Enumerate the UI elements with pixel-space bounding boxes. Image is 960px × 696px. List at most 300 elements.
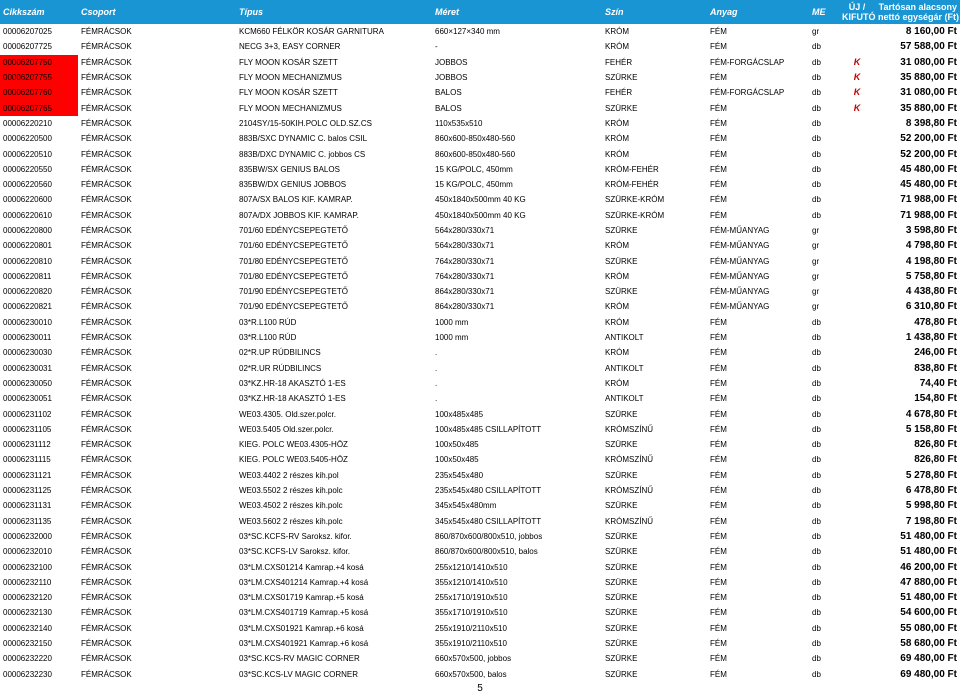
cell-type: 701/90 EDÉNYCSEPEGTETŐ bbox=[239, 302, 348, 312]
cell-code: 00006220801 bbox=[3, 241, 52, 251]
cell-flag bbox=[839, 514, 875, 529]
cell-code: 00006220800 bbox=[3, 226, 52, 235]
cell-unit: db bbox=[812, 394, 821, 404]
cell-flag bbox=[839, 651, 875, 666]
cell-type: 03*SC.KCS-RV MAGIC CORNER bbox=[239, 654, 360, 664]
cell-color: SZÜRKE bbox=[605, 608, 638, 618]
cell-material: FÉM bbox=[710, 424, 727, 434]
col-header-size: Méret bbox=[432, 0, 602, 24]
cell-type: WE03.4402 2 részes kih.pol bbox=[239, 470, 339, 480]
cell-material: FÉM bbox=[710, 134, 727, 144]
cell-type: 883B/DXC DYNAMIC C. jobbos CS bbox=[239, 149, 366, 159]
cell-price: 4 678,80 Ft bbox=[905, 408, 957, 420]
cell-group: FÉMRÁCSOK bbox=[81, 210, 132, 220]
cell-type: 701/60 EDÉNYCSEPEGTETŐ bbox=[239, 226, 348, 235]
table-row bbox=[0, 468, 960, 483]
cell-code: 00006232000 bbox=[3, 531, 52, 541]
cell-price: 54 600,00 Ft bbox=[900, 607, 957, 619]
cell-code: 00006230010 bbox=[3, 317, 52, 327]
cell-group: FÉMRÁCSOK bbox=[81, 134, 132, 144]
cell-price: 58 680,00 Ft bbox=[900, 638, 957, 650]
cell-type: 03*LM.CXS01214 Kamrap.+4 kosá bbox=[239, 562, 364, 572]
cell-code: 00006220820 bbox=[3, 287, 52, 297]
cell-unit: db bbox=[812, 440, 821, 450]
cell-code: 00006207025 bbox=[3, 27, 52, 37]
cell-price: 5 758,80 Ft bbox=[905, 270, 957, 282]
cell-size: . bbox=[435, 378, 438, 388]
cell-flag bbox=[839, 621, 875, 636]
cell-price: 52 200,00 Ft bbox=[900, 133, 957, 145]
cell-unit: db bbox=[812, 42, 821, 52]
cell-group: FÉMRÁCSOK bbox=[81, 271, 132, 281]
cell-code: 00006231121 bbox=[3, 470, 52, 480]
cell-size: JOBBOS bbox=[435, 73, 468, 83]
cell-color: KRÓM-FEHÉR bbox=[605, 180, 659, 190]
cell-price: 71 988,00 Ft bbox=[900, 209, 957, 221]
col-header-type: Típus bbox=[236, 0, 432, 24]
cell-group: FÉMRÁCSOK bbox=[81, 317, 132, 327]
cell-group: FÉMRÁCSOK bbox=[81, 440, 132, 450]
cell-unit: db bbox=[812, 409, 821, 419]
cell-price: 4 198,80 Ft bbox=[905, 255, 957, 267]
cell-code: 00006220210 bbox=[3, 118, 52, 128]
cell-size: BALOS bbox=[435, 88, 462, 98]
col-header-price bbox=[875, 0, 960, 24]
cell-type: 701/80 EDÉNYCSEPEGTETŐ bbox=[239, 271, 348, 281]
cell-type: 03*LM.CXS401921 Kamrap.+6 kosá bbox=[239, 639, 369, 649]
cell-type: 03*SC.KCFS-LV Saroksz. kifor. bbox=[239, 547, 350, 557]
cell-material: FÉM bbox=[710, 149, 727, 159]
cell-group: FÉMRÁCSOK bbox=[81, 42, 132, 52]
cell-group: FÉMRÁCSOK bbox=[81, 470, 132, 480]
cell-unit: db bbox=[812, 531, 821, 541]
cell-color: SZÜRKE-KRÓM bbox=[605, 210, 665, 220]
cell-type: 03*KZ.HR-18 AKASZTÓ 1-ES bbox=[239, 394, 346, 404]
cell-price: 46 200,00 Ft bbox=[900, 561, 957, 573]
cell-material: FÉM bbox=[710, 654, 727, 664]
cell-code: 00006220810 bbox=[3, 256, 52, 266]
cell-flag bbox=[839, 223, 875, 238]
cell-color: KRÓM bbox=[605, 317, 629, 327]
cell-size: 15 KG/POLC, 450mm bbox=[435, 180, 513, 190]
cell-color: SZÜRKE bbox=[605, 470, 638, 480]
cell-code: 00006230031 bbox=[3, 363, 52, 373]
cell-unit: db bbox=[812, 210, 821, 220]
table-row bbox=[0, 100, 960, 115]
cell-size: 764x280/330x71 bbox=[435, 256, 495, 266]
cell-code: 00006220500 bbox=[3, 134, 52, 144]
cell-material: FÉM bbox=[710, 409, 727, 419]
cell-price: 4 438,80 Ft bbox=[905, 286, 957, 298]
cell-material: FÉM bbox=[710, 516, 727, 526]
cell-price: 52 200,00 Ft bbox=[900, 148, 957, 160]
cell-type: 02*R.UR RÚDBILINCS bbox=[239, 363, 322, 373]
cell-material: FÉM bbox=[710, 470, 727, 480]
col-header-unit: ME bbox=[809, 0, 839, 24]
table-row bbox=[0, 406, 960, 421]
cell-color: SZÜRKE bbox=[605, 654, 638, 664]
cell-material: FÉM bbox=[710, 210, 727, 220]
cell-color: KRÓMSZÍNŰ bbox=[605, 424, 653, 434]
cell-type: 701/80 EDÉNYCSEPEGTETŐ bbox=[239, 256, 348, 266]
table-row bbox=[0, 269, 960, 284]
cell-group: FÉMRÁCSOK bbox=[81, 623, 132, 633]
cell-unit: db bbox=[812, 424, 821, 434]
cell-group: FÉMRÁCSOK bbox=[81, 118, 132, 128]
table-row bbox=[0, 223, 960, 238]
cell-code: 00006232110 bbox=[3, 577, 52, 587]
cell-color: KRÓM bbox=[605, 134, 629, 144]
table-row bbox=[0, 299, 960, 314]
cell-flag bbox=[839, 590, 875, 605]
cell-type: 03*LM.CXS01921 Kamrap.+6 kosá bbox=[239, 623, 364, 633]
cell-color: SZÜRKE bbox=[605, 639, 638, 649]
cell-size: 864x280/330x71 bbox=[435, 287, 495, 297]
table-row bbox=[0, 636, 960, 651]
cell-material: FÉM bbox=[710, 333, 727, 343]
cell-price: 1 438,80 Ft bbox=[905, 332, 957, 344]
table-row bbox=[0, 39, 960, 54]
cell-group: FÉMRÁCSOK bbox=[81, 241, 132, 251]
cell-code: 00006220550 bbox=[3, 164, 52, 174]
table-row bbox=[0, 376, 960, 391]
cell-material: FÉM bbox=[710, 639, 727, 649]
cell-color: KRÓMSZÍNŰ bbox=[605, 455, 653, 465]
cell-size: 100x50x485 bbox=[435, 440, 479, 450]
cell-flag bbox=[839, 529, 875, 544]
cell-type: 03*R.L100 RÚD bbox=[239, 333, 297, 343]
cell-size: 860x600-850x480-560 bbox=[435, 134, 516, 144]
cell-group: FÉMRÁCSOK bbox=[81, 88, 132, 98]
cell-group: FÉMRÁCSOK bbox=[81, 256, 132, 266]
cell-group: FÉMRÁCSOK bbox=[81, 149, 132, 159]
table-row bbox=[0, 452, 960, 467]
cell-size: 1000 mm bbox=[435, 333, 469, 343]
cell-group: FÉMRÁCSOK bbox=[81, 486, 132, 496]
cell-group: FÉMRÁCSOK bbox=[81, 226, 132, 235]
table-row bbox=[0, 361, 960, 376]
cell-flag bbox=[839, 24, 875, 39]
cell-unit: db bbox=[812, 669, 821, 679]
cell-flag bbox=[839, 330, 875, 345]
cell-size: 15 KG/POLC, 450mm bbox=[435, 164, 513, 174]
table-row bbox=[0, 85, 960, 100]
cell-color: KRÓM bbox=[605, 118, 629, 128]
cell-flag: K bbox=[853, 72, 861, 83]
cell-price: 826,80 Ft bbox=[914, 439, 957, 451]
cell-group: FÉMRÁCSOK bbox=[81, 27, 132, 37]
cell-material: FÉM bbox=[710, 577, 727, 587]
cell-price: 57 588,00 Ft bbox=[900, 41, 957, 53]
cell-group: FÉMRÁCSOK bbox=[81, 302, 132, 312]
cell-color: KRÓM bbox=[605, 27, 629, 37]
cell-code: 00006231112 bbox=[3, 440, 51, 450]
cell-material: FÉM bbox=[710, 348, 727, 358]
cell-size: 345x545x480 CSILLAPÍTOTT bbox=[435, 516, 542, 526]
cell-code: 00006220811 bbox=[3, 271, 52, 281]
cell-group: FÉMRÁCSOK bbox=[81, 669, 132, 679]
cell-group: FÉMRÁCSOK bbox=[81, 608, 132, 618]
cell-group: FÉMRÁCSOK bbox=[81, 516, 132, 526]
cell-price: 6 310,80 Ft bbox=[905, 301, 957, 313]
cell-size: 450x1840x500mm 40 KG bbox=[435, 210, 526, 220]
cell-material: FÉM-MŰANYAG bbox=[710, 256, 770, 266]
cell-type: 835BW/SX GENIUS BALOS bbox=[239, 164, 340, 174]
cell-code: 00006230050 bbox=[3, 378, 52, 388]
cell-color: SZÜRKE bbox=[605, 103, 638, 113]
cell-group: FÉMRÁCSOK bbox=[81, 57, 132, 67]
cell-material: FÉM bbox=[710, 562, 727, 572]
table-row bbox=[0, 55, 960, 70]
cell-material: FÉM-MŰANYAG bbox=[710, 302, 770, 312]
cell-color: KRÓM bbox=[605, 302, 629, 312]
cell-flag bbox=[839, 575, 875, 590]
cell-flag bbox=[839, 299, 875, 314]
cell-unit: db bbox=[812, 501, 821, 511]
cell-color: ANTIKOLT bbox=[605, 333, 644, 343]
cell-material: FÉM-MŰANYAG bbox=[710, 271, 770, 281]
cell-size: 660×127×340 mm bbox=[435, 27, 500, 37]
cell-unit: db bbox=[812, 333, 821, 343]
cell-code: 00006232150 bbox=[3, 639, 52, 649]
cell-color: SZÜRKE-KRÓM bbox=[605, 195, 665, 205]
cell-unit: db bbox=[812, 455, 821, 465]
cell-flag bbox=[839, 406, 875, 421]
cell-code: 00006207765 bbox=[0, 100, 78, 115]
table-row bbox=[0, 238, 960, 253]
cell-price: 8 160,00 Ft bbox=[905, 26, 957, 38]
cell-material: FÉM bbox=[710, 195, 727, 205]
cell-code: 00006232130 bbox=[3, 608, 52, 618]
cell-flag: K bbox=[853, 56, 861, 67]
cell-code: 00006207750 bbox=[0, 55, 78, 70]
cell-material: FÉM bbox=[710, 547, 727, 557]
cell-color: SZÜRKE bbox=[605, 409, 638, 419]
cell-material: FÉM-FORGÁCSLAP bbox=[710, 88, 785, 98]
cell-color: KRÓM-FEHÉR bbox=[605, 164, 659, 174]
cell-unit: db bbox=[812, 149, 821, 159]
cell-group: FÉMRÁCSOK bbox=[81, 164, 132, 174]
cell-material: FÉM bbox=[710, 363, 727, 373]
cell-material: FÉM bbox=[710, 531, 727, 541]
cell-type: WE03.5502 2 részes kih.polc bbox=[239, 486, 343, 496]
table-row bbox=[0, 116, 960, 131]
cell-unit: db bbox=[812, 516, 821, 526]
cell-flag bbox=[839, 116, 875, 131]
table-header bbox=[0, 0, 960, 24]
cell-size: 355x1210/1410x510 bbox=[435, 577, 508, 587]
cell-code: 00006220560 bbox=[3, 180, 52, 190]
cell-size: 255x1910/2110x510 bbox=[435, 623, 507, 633]
cell-unit: db bbox=[812, 103, 821, 113]
cell-unit: db bbox=[812, 180, 821, 190]
cell-unit: db bbox=[812, 164, 821, 174]
cell-color: SZÜRKE bbox=[605, 623, 638, 633]
cell-group: FÉMRÁCSOK bbox=[81, 409, 132, 419]
cell-color: KRÓM bbox=[605, 241, 629, 251]
cell-size: . bbox=[435, 348, 438, 358]
cell-unit: db bbox=[812, 88, 821, 98]
cell-color: ANTIKOLT bbox=[605, 363, 644, 373]
cell-price: 45 480,00 Ft bbox=[900, 179, 957, 191]
cell-color: SZÜRKE bbox=[605, 256, 638, 266]
cell-size: 255x1710/1910x510 bbox=[435, 593, 508, 603]
table-row bbox=[0, 391, 960, 406]
cell-type: WE03.5602 2 részes kih.polc bbox=[239, 516, 343, 526]
cell-color: SZÜRKE bbox=[605, 547, 638, 557]
cell-color: SZÜRKE bbox=[605, 669, 638, 679]
cell-type: KIEG. POLC WE03.5405-HÖZ bbox=[239, 455, 348, 465]
table-row bbox=[0, 666, 960, 681]
cell-code: 00006220600 bbox=[3, 195, 52, 205]
cell-color: SZÜRKE bbox=[605, 531, 638, 541]
cell-type: 807A/DX JOBBOS KIF. KAMRAP. bbox=[239, 210, 359, 220]
cell-code: 00006220610 bbox=[3, 210, 52, 220]
cell-unit: db bbox=[812, 73, 821, 83]
cell-type: WE03.4502 2 részes kih.polc bbox=[239, 501, 343, 511]
cell-size: 110x535x510 bbox=[435, 118, 483, 128]
cell-price: 154,80 Ft bbox=[914, 393, 957, 405]
cell-type: 835BW/DX GENIUS JOBBOS bbox=[239, 180, 347, 190]
cell-price: 3 598,80 Ft bbox=[905, 225, 957, 236]
cell-size: JOBBOS bbox=[435, 57, 468, 67]
cell-unit: db bbox=[812, 486, 821, 496]
cell-flag bbox=[839, 253, 875, 268]
cell-color: SZÜRKE bbox=[605, 562, 638, 572]
cell-unit: db bbox=[812, 134, 821, 144]
cell-flag bbox=[839, 636, 875, 651]
cell-unit: db bbox=[812, 654, 821, 664]
cell-price: 8 398,80 Ft bbox=[905, 117, 957, 129]
cell-flag bbox=[839, 666, 875, 681]
col-header-material: Anyag bbox=[707, 0, 809, 24]
col-header-new bbox=[839, 0, 875, 24]
cell-flag bbox=[839, 468, 875, 483]
table-row bbox=[0, 146, 960, 161]
cell-material: FÉM bbox=[710, 164, 727, 174]
cell-material: FÉM-FORGÁCSLAP bbox=[710, 57, 785, 67]
cell-price: 51 480,00 Ft bbox=[900, 530, 957, 542]
table-row bbox=[0, 483, 960, 498]
cell-group: FÉMRÁCSOK bbox=[81, 103, 132, 113]
cell-flag bbox=[839, 208, 875, 223]
cell-code: 00006231102 bbox=[3, 409, 52, 419]
cell-color: KRÓMSZÍNŰ bbox=[605, 516, 653, 526]
cell-color: ANTIKOLT bbox=[605, 394, 644, 404]
cell-material: FÉM bbox=[710, 669, 727, 679]
page-number: 5 bbox=[477, 683, 483, 694]
cell-unit: gr bbox=[812, 271, 820, 281]
cell-group: FÉMRÁCSOK bbox=[81, 593, 132, 603]
cell-size: 345x545x480mm bbox=[435, 501, 497, 511]
cell-code: 00006231135 bbox=[3, 516, 52, 526]
cell-size: 860/870x600/800x510, balos bbox=[435, 547, 538, 557]
cell-flag bbox=[839, 162, 875, 177]
cell-color: FEHÉR bbox=[605, 57, 633, 67]
cell-price: 31 080,00 Ft bbox=[900, 87, 957, 99]
table-row bbox=[0, 208, 960, 223]
cell-flag bbox=[839, 238, 875, 253]
cell-unit: gr bbox=[812, 226, 820, 235]
table-body bbox=[0, 24, 960, 682]
cell-price: 7 198,80 Ft bbox=[905, 515, 957, 527]
cell-group: FÉMRÁCSOK bbox=[81, 547, 132, 557]
cell-unit: gr bbox=[812, 256, 820, 266]
cell-unit: db bbox=[812, 348, 821, 358]
cell-group: FÉMRÁCSOK bbox=[81, 639, 132, 649]
cell-group: FÉMRÁCSOK bbox=[81, 501, 132, 511]
cell-code: 00006231131 bbox=[3, 501, 52, 511]
cell-price: 35 880,00 Ft bbox=[900, 72, 957, 84]
cell-price: 4 798,80 Ft bbox=[905, 240, 957, 252]
cell-unit: db bbox=[812, 593, 821, 603]
cell-type: 883B/SXC DYNAMIC C. balos CSIL bbox=[239, 134, 368, 144]
table-row bbox=[0, 345, 960, 360]
cell-unit: gr bbox=[812, 287, 820, 297]
cell-type: 02*R.UP RÚDBILINCS bbox=[239, 348, 321, 358]
cell-color: SZÜRKE bbox=[605, 226, 638, 235]
cell-size: 355x1910/2110x510 bbox=[435, 639, 507, 649]
cell-type: 807A/SX BALOS KIF. KAMRAP. bbox=[239, 195, 353, 205]
cell-size: 235x545x480 CSILLAPÍTOTT bbox=[435, 486, 542, 496]
cell-code: 00006230011 bbox=[3, 333, 52, 343]
cell-size: BALOS bbox=[435, 103, 462, 113]
table-row bbox=[0, 131, 960, 146]
cell-material: FÉM bbox=[710, 42, 727, 52]
cell-price: 74,40 Ft bbox=[919, 377, 957, 389]
cell-unit: gr bbox=[812, 302, 820, 312]
cell-type: WE03.4305. Old.szer.polcr. bbox=[239, 409, 336, 419]
cell-material: FÉM bbox=[710, 486, 727, 496]
cell-color: KRÓM bbox=[605, 378, 629, 388]
table-row bbox=[0, 24, 960, 39]
cell-size: 100x485x485 bbox=[435, 409, 484, 419]
cell-code: 00006232140 bbox=[3, 623, 52, 633]
cell-group: FÉMRÁCSOK bbox=[81, 531, 132, 541]
cell-code: 00006232230 bbox=[3, 669, 52, 679]
cell-size: . bbox=[435, 394, 438, 404]
cell-price: 69 480,00 Ft bbox=[900, 653, 957, 665]
cell-group: FÉMRÁCSOK bbox=[81, 287, 132, 297]
cell-type: 03*KZ.HR-18 AKASZTÓ 1-ES bbox=[239, 378, 346, 388]
cell-flag bbox=[839, 284, 875, 299]
cell-flag bbox=[839, 544, 875, 559]
cell-code: 00006232010 bbox=[3, 547, 52, 557]
cell-material: FÉM-MŰANYAG bbox=[710, 287, 770, 297]
cell-code: 00006231125 bbox=[3, 486, 52, 496]
cell-type: 03*SC.KCS-LV MAGIC CORNER bbox=[239, 669, 358, 679]
cell-price: 45 480,00 Ft bbox=[900, 163, 957, 175]
cell-price: 35 880,00 Ft bbox=[900, 102, 957, 114]
cell-flag bbox=[839, 146, 875, 161]
cell-group: FÉMRÁCSOK bbox=[81, 73, 132, 83]
cell-type: 03*SC.KCFS-RV Saroksz. kifor. bbox=[239, 531, 352, 541]
cell-group: FÉMRÁCSOK bbox=[81, 180, 132, 190]
cell-flag bbox=[839, 177, 875, 192]
cell-size: 1000 mm bbox=[435, 317, 469, 327]
cell-flag bbox=[839, 452, 875, 467]
cell-code: 00006207725 bbox=[3, 42, 52, 52]
table-row bbox=[0, 177, 960, 192]
cell-price: 5 158,80 Ft bbox=[905, 423, 957, 435]
cell-flag bbox=[839, 131, 875, 146]
cell-size: 450x1840x500mm 40 KG bbox=[435, 195, 526, 205]
cell-flag bbox=[839, 192, 875, 207]
cell-price: 246,00 Ft bbox=[914, 347, 957, 359]
cell-flag bbox=[839, 315, 875, 330]
cell-unit: db bbox=[812, 577, 821, 587]
cell-type: 2104SY/15-50KIH.POLC OLD.SZ.CS bbox=[239, 118, 372, 128]
